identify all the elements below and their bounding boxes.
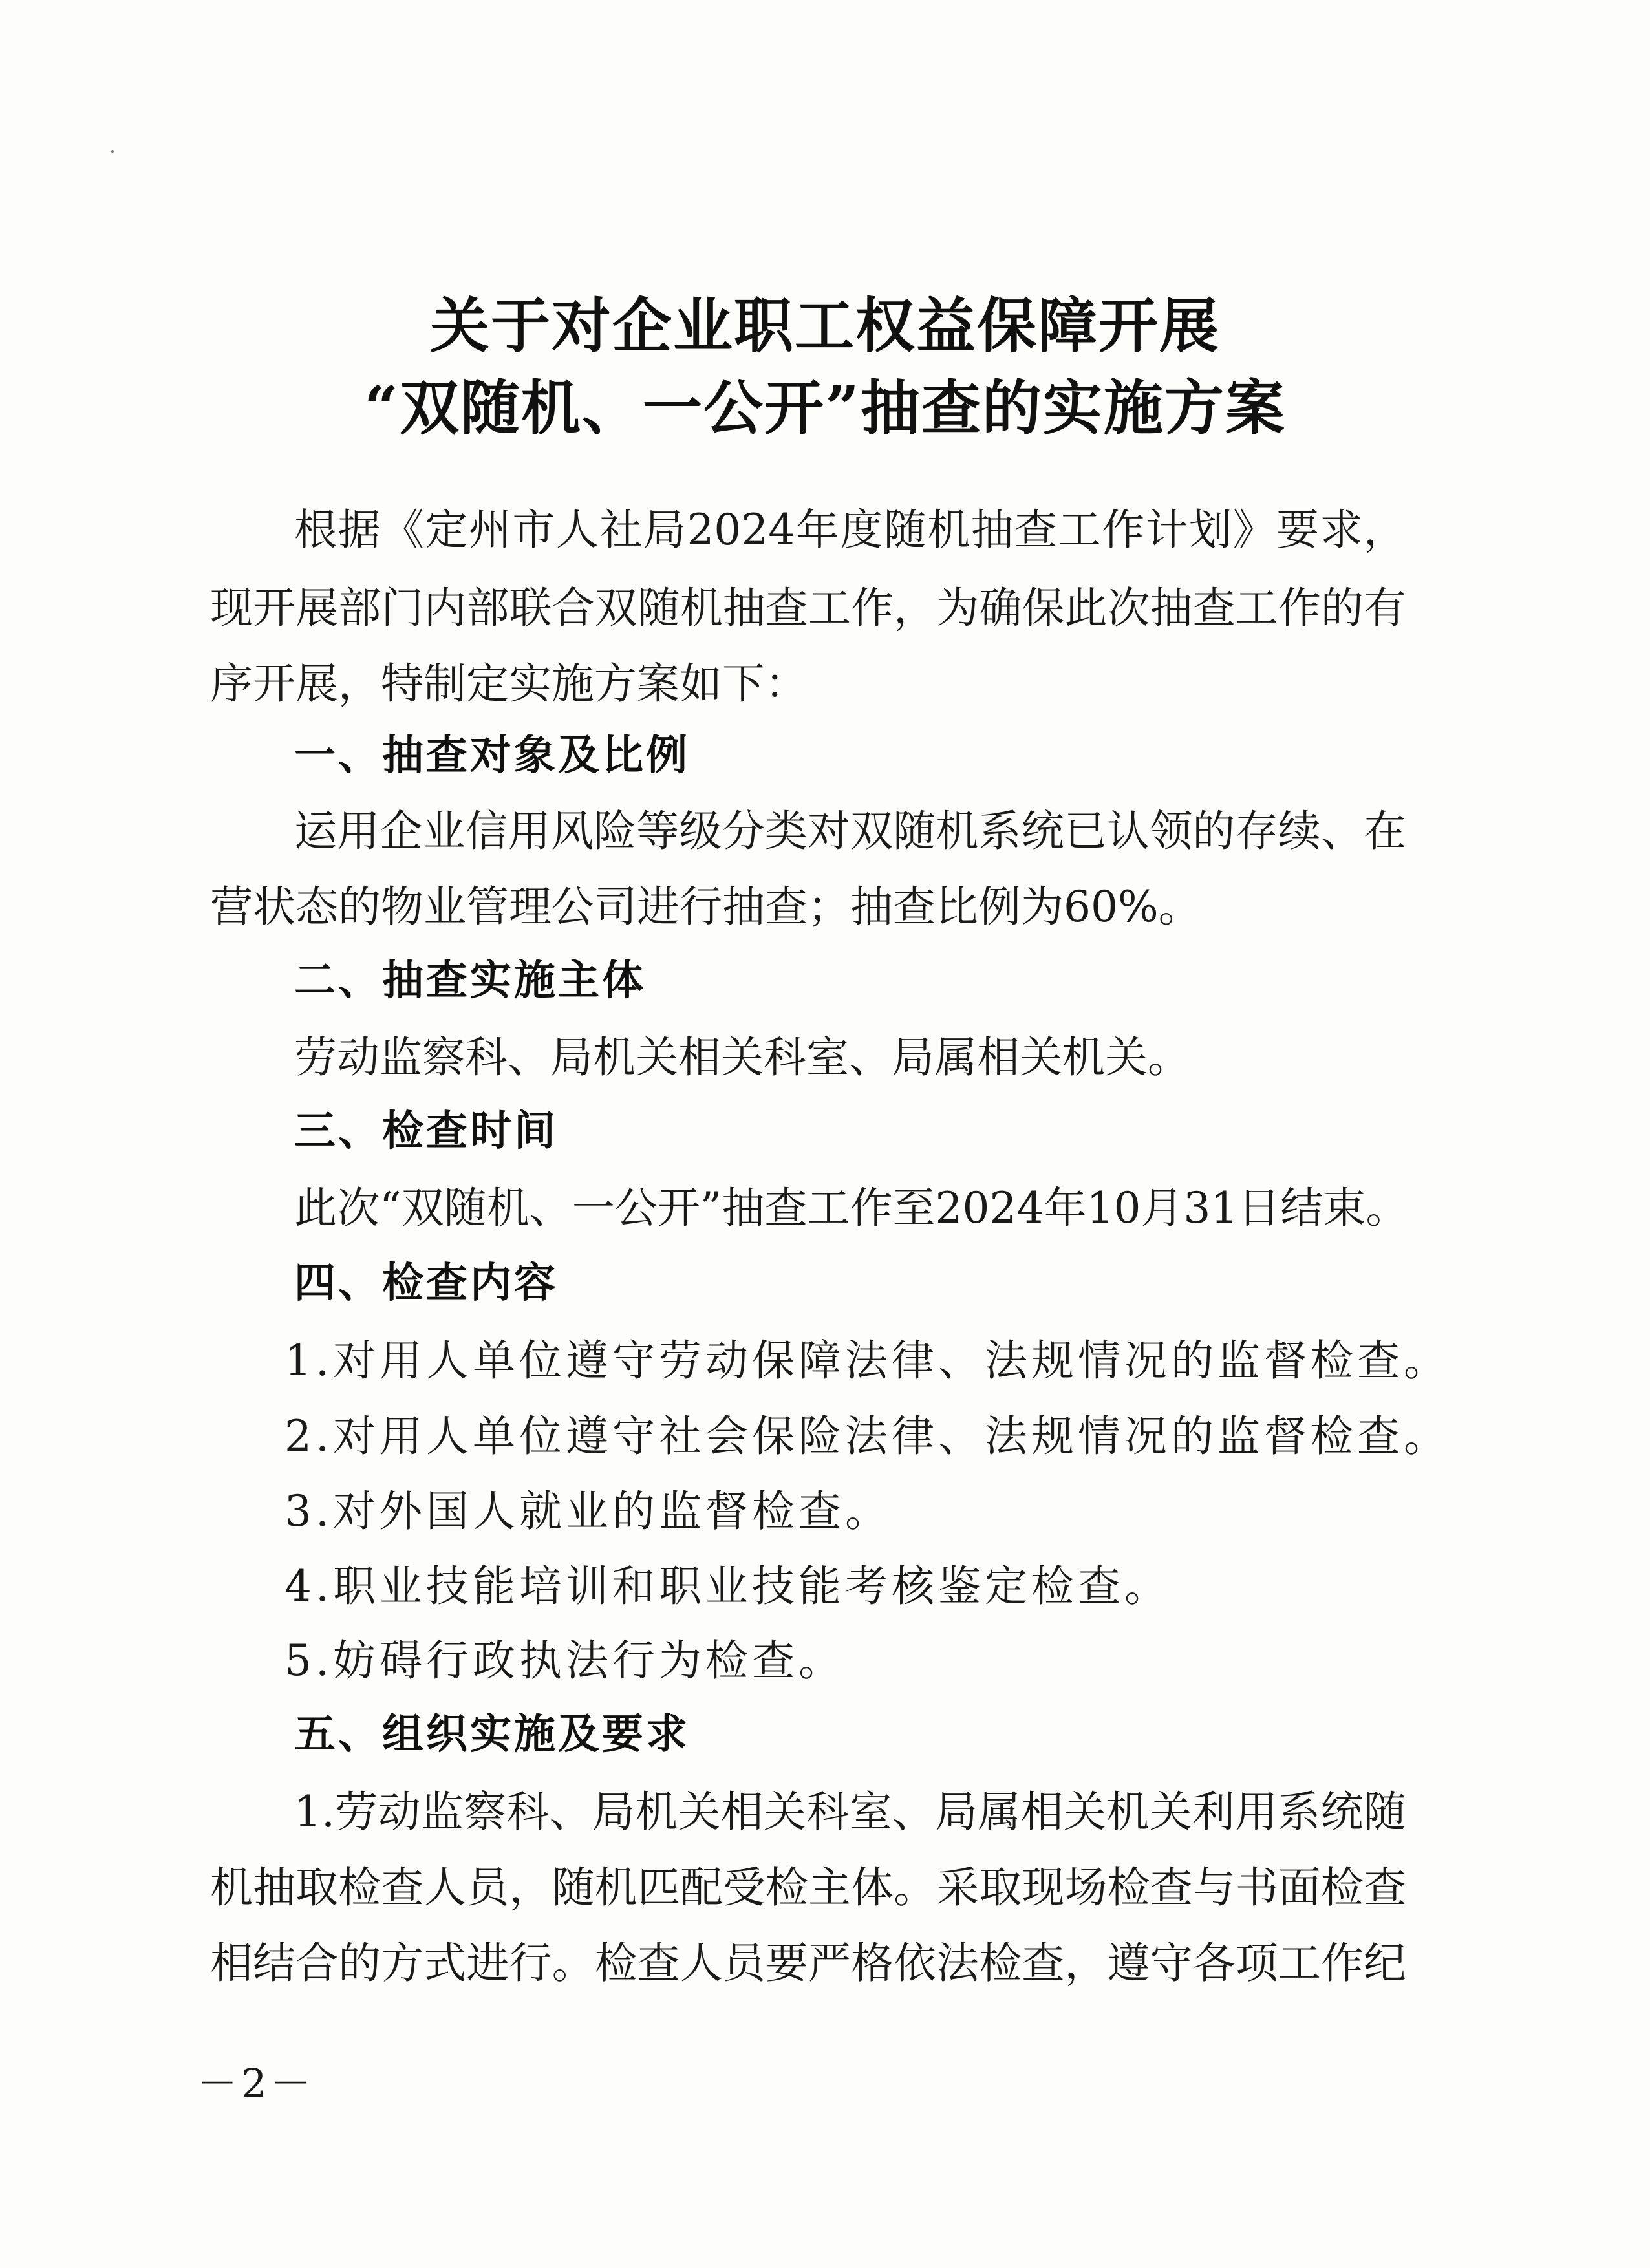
scan-speck	[111, 150, 114, 153]
section-5-line-3: 相结合的方式进行。检查人员要严格依法检查，遵守各项工作纪	[210, 1938, 1406, 1988]
section-2-line-1: 劳动监察科、局机关相关科室、局属相关机关。	[294, 1032, 1190, 1082]
section-3-heading: 三、检查时间	[294, 1107, 558, 1155]
check-item-3: 3.对外国人就业的监督检查。	[284, 1486, 892, 1536]
intro-line-3: 序开展，特制定实施方案如下：	[210, 659, 808, 709]
document-title-line-1: 关于对企业职工权益保障开展	[429, 291, 1220, 361]
section-1-line-1: 运用企业信用风险等级分类对双随机系统已认领的存续、在	[294, 806, 1406, 856]
section-5-line-2: 机抽取检查人员，随机匹配受检主体。采取现场检查与书面检查	[210, 1863, 1406, 1912]
check-item-2: 2.对用人单位遵守社会保险法律、法规情况的监督检查。	[284, 1411, 1450, 1461]
section-1-heading: 一、抽查对象及比例	[294, 732, 690, 780]
intro-line-1: 根据《定州市人社局2024年度随机抽查工作计划》要求，	[294, 505, 1406, 555]
page-number: －2－	[197, 2060, 315, 2107]
section-5-heading: 五、组织实施及要求	[294, 1711, 690, 1759]
check-item-4: 4.职业技能培训和职业技能考核鉴定检查。	[284, 1561, 1171, 1611]
section-2-heading: 二、抽查实施主体	[294, 957, 646, 1005]
section-3-line-1: 此次“双随机、一公开”抽查工作至2024年10月31日结束。	[294, 1183, 1409, 1233]
section-4-heading: 四、检查内容	[294, 1259, 558, 1307]
section-1-line-2: 营状态的物业管理公司进行抽查；抽查比例为60%。	[210, 882, 1201, 932]
document-title-line-2: “双随机、一公开”抽查的实施方案	[364, 373, 1286, 443]
section-5-line-1: 1.劳动监察科、局机关相关科室、局属相关机关利用系统随	[294, 1787, 1406, 1837]
check-item-1: 1.对用人单位遵守劳动保障法律、法规情况的监督检查。	[284, 1336, 1450, 1385]
check-item-5: 5.妨碍行政执法行为检查。	[284, 1636, 845, 1685]
intro-line-2: 现开展部门内部联合双随机抽查工作，为确保此次抽查工作的有	[210, 583, 1406, 633]
